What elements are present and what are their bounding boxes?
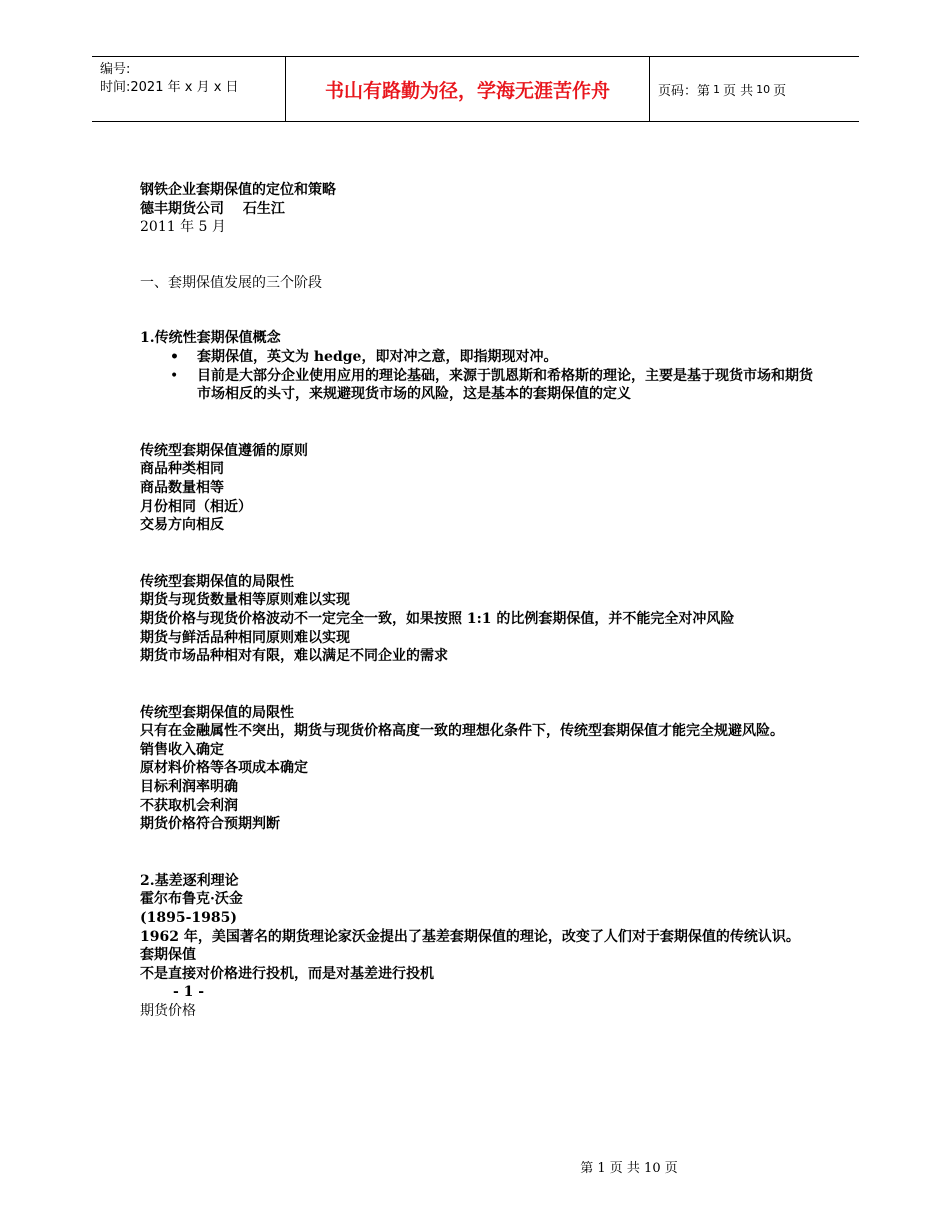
document-body bbox=[140, 181, 820, 1021]
list-item: 期货市场品种相对有限，难以满足不同企业的需求 bbox=[140, 648, 448, 665]
page-label: 页码：第 bbox=[658, 83, 711, 99]
time-line bbox=[100, 79, 285, 97]
list-item: 目标利润率明确 bbox=[140, 779, 238, 796]
bullet-icon: • bbox=[170, 367, 179, 384]
header-motto: 书山有路勤为径，学海无涯苦作舟 bbox=[286, 57, 650, 121]
limits2-heading: 传统型套期保值的局限性 bbox=[140, 704, 294, 721]
page-number: 1 bbox=[713, 82, 721, 96]
principles-heading: 传统型套期保值遵循的原则 bbox=[140, 442, 308, 459]
list-item bbox=[140, 367, 820, 404]
list-item: 销售收入确定 bbox=[140, 741, 224, 758]
hedge-description: 不是直接对价格进行投机，而是对基差进行投机 bbox=[140, 965, 434, 982]
bullet-text: 套期保值，英文为 hedge，即对冲之意，即指期现对冲。 bbox=[197, 348, 558, 365]
list-item: 商品种类相同 bbox=[140, 461, 224, 478]
list-item: 期货与鲜活品种相同原则难以实现 bbox=[140, 629, 350, 646]
time-value: 2021 年 x 月 x 日 bbox=[130, 80, 239, 95]
list-item: 原材料价格等各项成本确定 bbox=[140, 760, 308, 777]
header-page-cell bbox=[650, 57, 859, 121]
list-item: 期货价格符合预期判断 bbox=[140, 816, 280, 833]
person-name: 霍尔布鲁克·沃金 bbox=[140, 891, 243, 908]
bullet-list bbox=[140, 348, 820, 404]
page-tail: 页 bbox=[773, 83, 787, 99]
page-footer: 第 1 页 共 10 页 bbox=[580, 1161, 678, 1176]
serial-label: 编号: bbox=[100, 62, 131, 77]
section-heading: 一、套期保值发展的三个阶段 bbox=[140, 274, 322, 291]
page-mid: 页 共 bbox=[723, 83, 754, 99]
list-item: 月份相同（相近） bbox=[140, 498, 252, 515]
list-item bbox=[140, 348, 820, 367]
bullet-text: 目前是大部分企业使用应用的理论基础，来源于凯恩斯和希格斯的理论，主要是基于现货市场和期货市场相反的头寸，来规避现货市场的风险，这是基本的套期保值的定义 bbox=[197, 367, 813, 403]
list-item: 不获取机会利润 bbox=[140, 797, 238, 814]
inner-page-number: - 1 - bbox=[173, 984, 205, 1001]
doc-author: 德丰期货公司 石生江 bbox=[140, 200, 285, 217]
list-item: 期货价格与现货价格波动不一定完全一致，如果按照 1:1 的比例套期保值，并不能完全对冲风险 bbox=[140, 610, 735, 627]
subsection-heading: 1.传统性套期保值概念 bbox=[140, 330, 281, 347]
page-total: 10 bbox=[756, 82, 771, 96]
doc-title: 钢铁企业套期保值的定位和策略 bbox=[140, 182, 336, 198]
header-info-cell bbox=[92, 57, 286, 121]
list-item: 交易方向相反 bbox=[140, 517, 224, 534]
time-label: 时间: bbox=[100, 80, 131, 95]
bullet-icon: • bbox=[170, 348, 179, 365]
futures-price-label: 期货价格 bbox=[140, 1003, 196, 1019]
list-item: 期货与现货数量相等原则难以实现 bbox=[140, 592, 350, 609]
subsection-heading: 2.基差逐利理论 bbox=[140, 872, 239, 889]
hedge-heading: 套期保值 bbox=[140, 947, 196, 964]
limits-heading: 传统型套期保值的局限性 bbox=[140, 573, 294, 590]
list-item: 商品数量相等 bbox=[140, 479, 224, 496]
person-years: (1895-1985) bbox=[140, 910, 237, 927]
doc-date: 2011 年 5 月 bbox=[140, 219, 226, 236]
paragraph: 1962 年，美国著名的期货理论家沃金提出了基差套期保值的理论，改变了人们对于套期保值的传统认识。 bbox=[140, 928, 800, 945]
page-header bbox=[92, 56, 859, 122]
list-item: 只有在金融属性不突出，期货与现货价格高度一致的理想化条件下，传统型套期保值才能完全规避风险。 bbox=[140, 723, 784, 740]
